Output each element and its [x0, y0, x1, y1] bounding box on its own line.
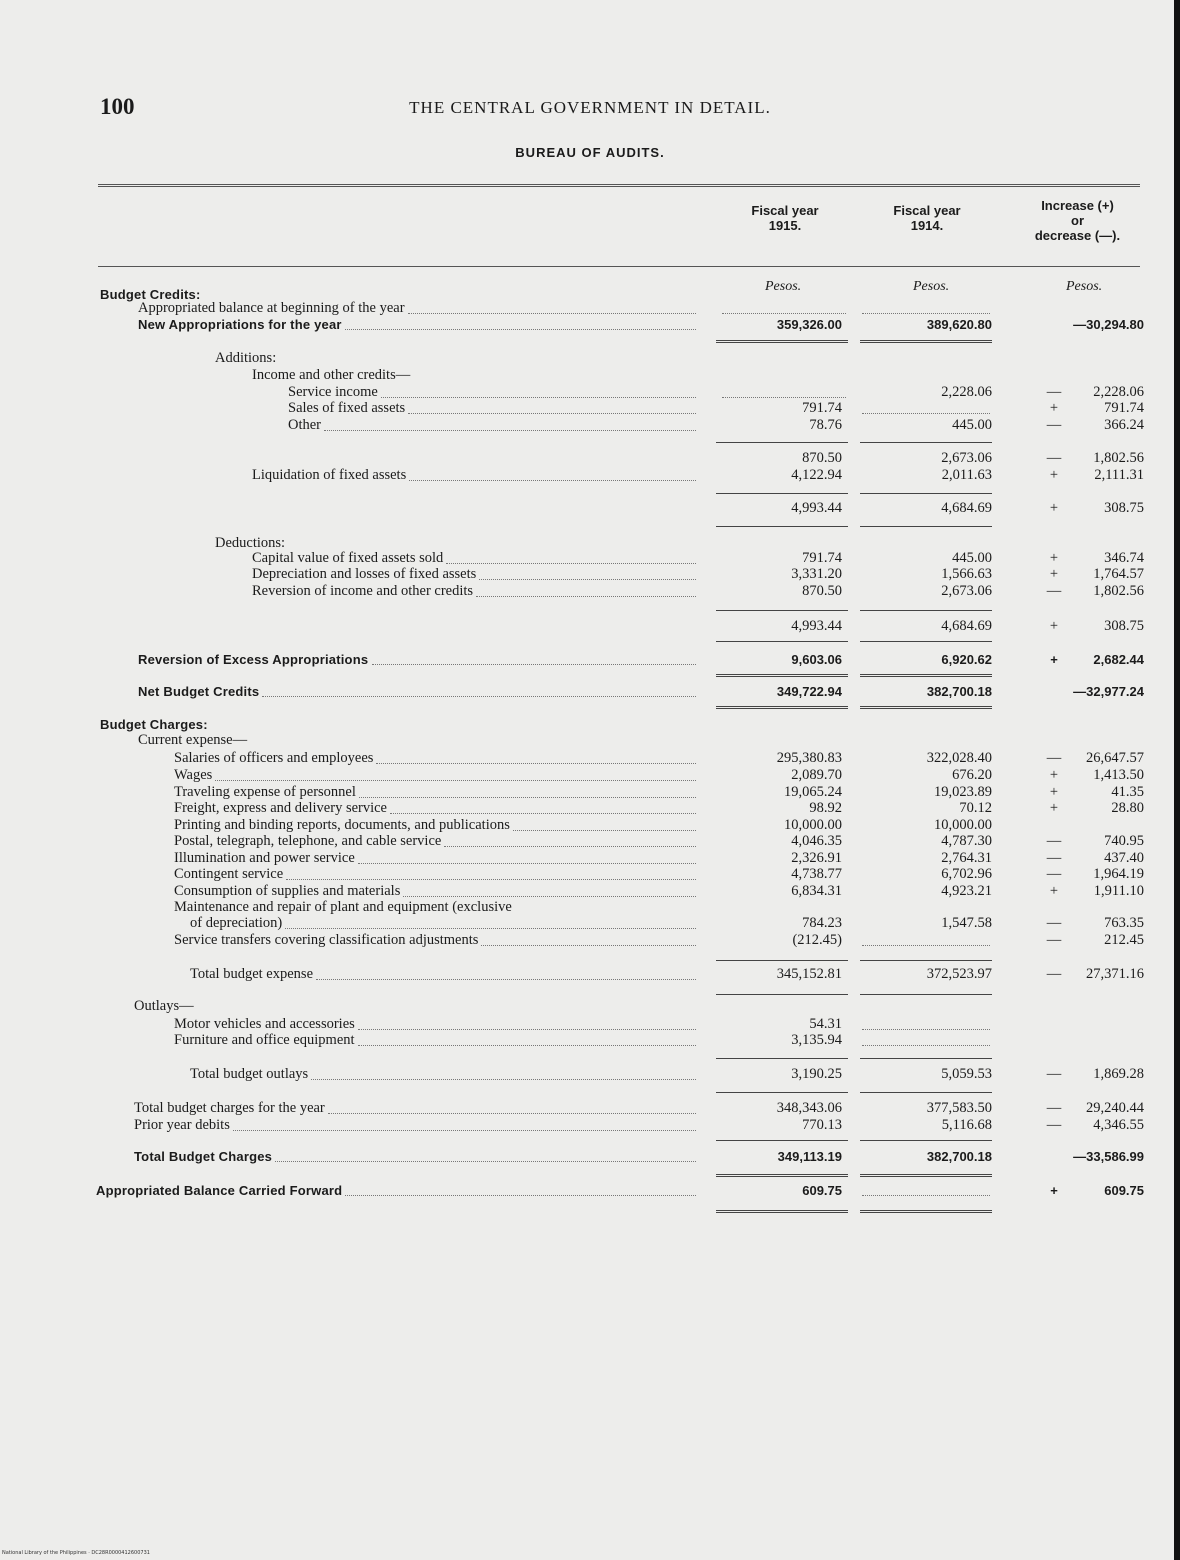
value-fy1915: 54.31 — [809, 1016, 842, 1032]
row-label: Total budget charges for the year — [134, 1100, 325, 1116]
value-fy1915: 348,343.06 — [776, 1100, 842, 1116]
value-fy1914: 676.20 — [952, 767, 992, 783]
value-fy1915: 4,993.44 — [791, 500, 842, 516]
value-change: 1,964.19 — [1093, 866, 1144, 882]
dotted-leader — [444, 845, 696, 847]
dotted-leader — [262, 695, 696, 697]
table-row — [0, 384, 1180, 401]
value-fy1914: 445.00 — [952, 417, 992, 433]
value-change: 212.45 — [1104, 932, 1144, 948]
value-fy1915: 3,190.25 — [791, 1066, 842, 1082]
change-sign: — — [1046, 833, 1062, 849]
change-sign: + — [1050, 652, 1058, 667]
total-rule — [860, 641, 992, 642]
value-change: 41.35 — [1111, 784, 1144, 800]
value-change: 1,869.28 — [1093, 1066, 1144, 1082]
value-fy1915: 295,380.83 — [776, 750, 842, 766]
change-sign: + — [1049, 550, 1059, 566]
empty-value-leader — [862, 1028, 990, 1030]
change-sign: + — [1049, 767, 1059, 783]
total-rule — [716, 526, 848, 527]
change-sign: + — [1049, 467, 1059, 483]
dotted-leader — [408, 312, 696, 314]
change-sign: — — [1046, 384, 1062, 400]
dotted-leader — [328, 1112, 696, 1114]
value-change: 29,240.44 — [1086, 1100, 1144, 1116]
row-label: Printing and binding reports, documents, and publications — [174, 817, 510, 833]
row-label: Contingent service — [174, 866, 284, 882]
value-fy1914: 372,523.97 — [926, 966, 992, 982]
row-label: Freight, express and delivery service — [174, 800, 387, 816]
table-row — [0, 1032, 1180, 1049]
value-fy1914: 2,764.31 — [941, 850, 992, 866]
value-change: 28.80 — [1111, 800, 1144, 816]
row-label: Traveling expense of personnel — [174, 784, 356, 800]
row-label: Total budget outlays — [190, 1066, 309, 1082]
row-label: Other — [288, 417, 322, 433]
dotted-leader — [446, 562, 696, 564]
value-fy1914: 6,702.96 — [941, 866, 992, 882]
table-row — [0, 833, 1180, 850]
change-sign: + — [1049, 400, 1059, 416]
row-label: Illumination and power service — [174, 850, 355, 866]
empty-value-leader — [722, 396, 846, 398]
row-label: Postal, telegraph, telephone, and cable service — [174, 833, 442, 849]
total-rule — [716, 1092, 848, 1093]
table-row — [0, 1182, 1180, 1199]
table-row — [0, 1148, 1180, 1165]
value-fy1914: 4,684.69 — [941, 618, 992, 634]
dotted-leader — [481, 944, 696, 946]
value-change: 308.75 — [1104, 618, 1144, 634]
page-number: 100 — [100, 94, 135, 119]
table-row — [0, 500, 1180, 517]
row-label: Budget Credits: — [100, 287, 201, 302]
total-rule — [860, 1092, 992, 1093]
row-label: Salaries of officers and employees — [174, 750, 374, 766]
dotted-leader — [479, 578, 696, 580]
total-rule — [860, 1210, 992, 1213]
dotted-leader — [358, 1044, 696, 1046]
value-fy1915: 349,722.94 — [776, 684, 842, 699]
value-change: 27,371.16 — [1086, 966, 1144, 982]
value-fy1915: 770.13 — [802, 1117, 842, 1133]
table-row — [0, 316, 1180, 333]
row-label: Prior year debits — [134, 1117, 230, 1133]
value-change: 1,802.56 — [1093, 583, 1144, 599]
total-rule — [860, 1174, 992, 1177]
table-row — [0, 467, 1180, 484]
dotted-leader — [476, 595, 696, 597]
value-change: 366.24 — [1104, 417, 1144, 433]
row-label: Service transfers covering classification adjustments — [174, 932, 479, 948]
table-row — [0, 732, 1180, 749]
archive-footer: National Library of the Philippines · DC28R0000412600731 — [2, 1550, 150, 1556]
dotted-leader — [285, 927, 696, 929]
total-rule — [716, 1210, 848, 1213]
value-fy1915: 345,152.81 — [776, 966, 842, 982]
table-row — [0, 932, 1180, 949]
total-rule — [860, 610, 992, 611]
value-fy1915: 2,089.70 — [791, 767, 842, 783]
change-sign: + — [1049, 500, 1059, 516]
row-label: Appropriated balance at beginning of the year — [138, 300, 405, 316]
empty-value-leader — [862, 944, 990, 946]
dotted-leader — [390, 812, 696, 814]
total-rule — [860, 674, 992, 677]
value-fy1915: 19,065.24 — [784, 784, 842, 800]
row-label: New Appropriations for the year — [138, 317, 342, 332]
empty-value-leader — [862, 312, 990, 314]
table-row — [0, 683, 1180, 700]
dotted-leader — [345, 328, 696, 330]
change-sign: + — [1049, 883, 1059, 899]
row-label: of depreciation) — [190, 915, 283, 931]
unit-label-change: Pesos. — [1066, 279, 1103, 294]
row-label: Budget Charges: — [100, 717, 208, 732]
value-fy1914: 4,684.69 — [941, 500, 992, 516]
table-row — [0, 583, 1180, 600]
value-fy1914: 19,023.89 — [934, 784, 992, 800]
value-fy1914: 10,000.00 — [934, 817, 992, 833]
dotted-leader — [215, 779, 696, 781]
total-rule — [860, 442, 992, 443]
unit-label-fy1915: Pesos. — [765, 279, 802, 294]
dotted-leader — [408, 412, 696, 414]
table-row — [0, 367, 1180, 384]
change-sign: — — [1046, 1100, 1062, 1116]
value-fy1914: 382,700.18 — [926, 684, 992, 699]
value-change: —30,294.80 — [1073, 317, 1144, 332]
total-rule — [860, 493, 992, 494]
value-fy1914: 6,920.62 — [941, 652, 992, 667]
value-change: 308.75 — [1104, 500, 1144, 516]
value-fy1914: 322,028.40 — [926, 750, 992, 766]
table-row — [0, 800, 1180, 817]
table-row — [0, 1066, 1180, 1083]
dotted-leader — [513, 829, 696, 831]
dotted-leader — [233, 1129, 696, 1131]
value-fy1915: 359,326.00 — [776, 317, 842, 332]
value-fy1915: 870.50 — [802, 450, 842, 466]
value-change: 4,346.55 — [1093, 1117, 1144, 1133]
total-rule — [716, 1174, 848, 1177]
dotted-leader — [358, 862, 696, 864]
total-rule — [860, 1058, 992, 1059]
value-fy1914: 445.00 — [952, 550, 992, 566]
row-label: Appropriated Balance Carried Forward — [96, 1183, 343, 1198]
row-label: Current expense— — [138, 732, 248, 748]
table-row — [0, 1117, 1180, 1134]
value-fy1915: 4,738.77 — [791, 866, 842, 882]
row-label: Additions: — [215, 350, 277, 366]
total-rule — [860, 960, 992, 961]
dotted-leader — [381, 396, 696, 398]
table-row — [0, 750, 1180, 767]
change-sign: + — [1049, 784, 1059, 800]
change-sign: — — [1046, 915, 1062, 931]
dotted-leader — [275, 1160, 696, 1162]
dotted-leader — [358, 1028, 696, 1030]
change-sign: + — [1049, 566, 1059, 582]
dotted-leader — [316, 978, 696, 980]
value-change: 2,682.44 — [1093, 652, 1144, 667]
table-row — [0, 966, 1180, 983]
table-row — [0, 998, 1180, 1015]
value-fy1914: 1,566.63 — [941, 566, 992, 582]
value-fy1915: 78.76 — [809, 417, 842, 433]
dotted-leader — [372, 663, 696, 665]
dotted-leader — [324, 429, 696, 431]
value-change: 2,228.06 — [1093, 384, 1144, 400]
dotted-leader — [359, 796, 696, 798]
total-rule — [716, 674, 848, 677]
table-row — [0, 850, 1180, 867]
dotted-leader — [409, 479, 696, 481]
table-row — [0, 618, 1180, 635]
total-rule — [716, 641, 848, 642]
table-row — [0, 651, 1180, 668]
column-header-fy1915: Fiscal year 1915. — [751, 203, 819, 233]
row-label: Furniture and office equipment — [174, 1032, 355, 1048]
column-header-fy1914: Fiscal year 1914. — [893, 203, 961, 233]
unit-label-fy1914: Pesos. — [913, 279, 950, 294]
table-row — [0, 566, 1180, 583]
row-label: Reversion of Excess Appropriations — [138, 652, 369, 667]
table-row — [0, 350, 1180, 367]
table-row — [0, 1100, 1180, 1117]
value-fy1915: 784.23 — [802, 915, 842, 931]
value-change: 763.35 — [1104, 915, 1144, 931]
row-label: Consumption of supplies and materials — [174, 883, 401, 899]
value-fy1914: 2,228.06 — [941, 384, 992, 400]
empty-value-leader — [722, 312, 846, 314]
value-fy1914: 4,787.30 — [941, 833, 992, 849]
change-sign: — — [1046, 866, 1062, 882]
row-label: Total budget expense — [190, 966, 314, 982]
value-fy1915: 3,135.94 — [791, 1032, 842, 1048]
value-fy1915: 609.75 — [802, 1183, 842, 1198]
row-label: Wages — [174, 767, 213, 783]
value-fy1914: 382,700.18 — [926, 1149, 992, 1164]
row-label: Liquidation of fixed assets — [252, 467, 407, 483]
value-fy1914: 2,673.06 — [941, 583, 992, 599]
dotted-leader — [311, 1078, 696, 1080]
table-row — [0, 866, 1180, 883]
table-row — [0, 915, 1180, 932]
table-row — [0, 1016, 1180, 1033]
row-label: Depreciation and losses of fixed assets — [252, 566, 477, 582]
dotted-leader — [345, 1194, 696, 1196]
row-label: Total Budget Charges — [134, 1149, 273, 1164]
value-fy1915: 791.74 — [802, 550, 842, 566]
value-fy1915: 791.74 — [802, 400, 842, 416]
total-rule — [860, 526, 992, 527]
table-row — [0, 716, 1180, 733]
value-change: 1,911.10 — [1093, 883, 1144, 899]
table-header-rule — [98, 266, 1140, 267]
value-fy1915: 4,993.44 — [791, 618, 842, 634]
value-fy1914: 2,011.63 — [941, 467, 992, 483]
section-title: BUREAU OF AUDITS. — [515, 145, 665, 160]
value-fy1914: 1,547.58 — [941, 915, 992, 931]
table-row — [0, 450, 1180, 467]
running-head: THE CENTRAL GOVERNMENT IN DETAIL. — [409, 98, 771, 117]
column-header-change: Increase (+) or decrease (—). — [1034, 198, 1121, 243]
row-label: Service income — [288, 384, 378, 400]
change-sign: — — [1046, 850, 1062, 866]
value-fy1914: 5,116.68 — [941, 1117, 992, 1133]
row-label: Sales of fixed assets — [288, 400, 406, 416]
value-change: —33,586.99 — [1073, 1149, 1144, 1164]
value-change: 2,111.31 — [1094, 467, 1144, 483]
total-rule — [716, 1140, 848, 1141]
value-fy1915: 3,331.20 — [791, 566, 842, 582]
value-fy1915: 10,000.00 — [784, 817, 842, 833]
value-fy1914: 377,583.50 — [926, 1100, 992, 1116]
change-sign: — — [1046, 750, 1062, 766]
empty-value-leader — [862, 1044, 990, 1046]
dotted-leader — [403, 895, 696, 897]
dotted-leader — [376, 762, 696, 764]
row-label: Reversion of income and other credits — [252, 583, 474, 599]
value-fy1915: 4,046.35 — [791, 833, 842, 849]
value-fy1915: 870.50 — [802, 583, 842, 599]
value-change: 740.95 — [1104, 833, 1144, 849]
value-fy1915: (212.45) — [792, 932, 842, 948]
table-row — [0, 817, 1180, 834]
change-sign: — — [1046, 1117, 1062, 1133]
value-change: 1,802.56 — [1093, 450, 1144, 466]
change-sign: — — [1046, 583, 1062, 599]
row-label: Income and other credits— — [252, 367, 411, 383]
value-change: 791.74 — [1104, 400, 1144, 416]
table-row — [0, 784, 1180, 801]
total-rule — [860, 706, 992, 709]
row-label: Motor vehicles and accessories — [174, 1016, 355, 1032]
value-change: 609.75 — [1104, 1183, 1144, 1198]
dotted-leader — [286, 878, 696, 880]
table-row — [0, 767, 1180, 784]
row-label: Maintenance and repair of plant and equipment (exclusive — [174, 899, 512, 915]
value-change: 346.74 — [1104, 550, 1144, 566]
change-sign: + — [1049, 800, 1059, 816]
change-sign: + — [1049, 618, 1059, 634]
row-label: Net Budget Credits — [138, 684, 260, 699]
value-fy1914: 70.12 — [959, 800, 992, 816]
table-row — [0, 899, 1180, 916]
value-fy1915: 98.92 — [809, 800, 842, 816]
change-sign: — — [1046, 450, 1062, 466]
table-row — [0, 417, 1180, 434]
value-fy1915: 9,603.06 — [791, 652, 842, 667]
change-sign: — — [1046, 966, 1062, 982]
change-sign: — — [1046, 1066, 1062, 1082]
value-fy1914: 2,673.06 — [941, 450, 992, 466]
total-rule — [716, 994, 848, 995]
value-fy1914: 5,059.53 — [941, 1066, 992, 1082]
value-change: 437.40 — [1104, 850, 1144, 866]
total-rule — [860, 994, 992, 995]
value-change: 1,764.57 — [1093, 566, 1144, 582]
change-sign: — — [1046, 417, 1062, 433]
table-row — [0, 883, 1180, 900]
value-fy1915: 6,834.31 — [791, 883, 842, 899]
table-top-rule — [98, 184, 1140, 187]
value-change: 26,647.57 — [1086, 750, 1144, 766]
value-fy1915: 4,122.94 — [791, 467, 842, 483]
total-rule — [716, 493, 848, 494]
value-fy1915: 2,326.91 — [791, 850, 842, 866]
total-rule — [860, 1140, 992, 1141]
value-change: —32,977.24 — [1073, 684, 1144, 699]
total-rule — [860, 340, 992, 343]
total-rule — [716, 442, 848, 443]
row-label: Capital value of fixed assets sold — [252, 550, 444, 566]
change-sign: + — [1050, 1183, 1058, 1198]
empty-value-leader — [862, 1194, 990, 1196]
total-rule — [716, 340, 848, 343]
table-row — [0, 550, 1180, 567]
value-fy1914: 4,923.21 — [941, 883, 992, 899]
row-label: Deductions: — [215, 535, 286, 551]
empty-value-leader — [862, 412, 990, 414]
total-rule — [716, 1058, 848, 1059]
total-rule — [716, 706, 848, 709]
table-row — [0, 400, 1180, 417]
table-row — [0, 300, 1180, 317]
total-rule — [716, 960, 848, 961]
value-fy1915: 349,113.19 — [777, 1149, 842, 1164]
change-sign: — — [1046, 932, 1062, 948]
row-label: Outlays— — [134, 998, 194, 1014]
value-fy1914: 389,620.80 — [926, 317, 992, 332]
total-rule — [716, 610, 848, 611]
value-change: 1,413.50 — [1093, 767, 1144, 783]
